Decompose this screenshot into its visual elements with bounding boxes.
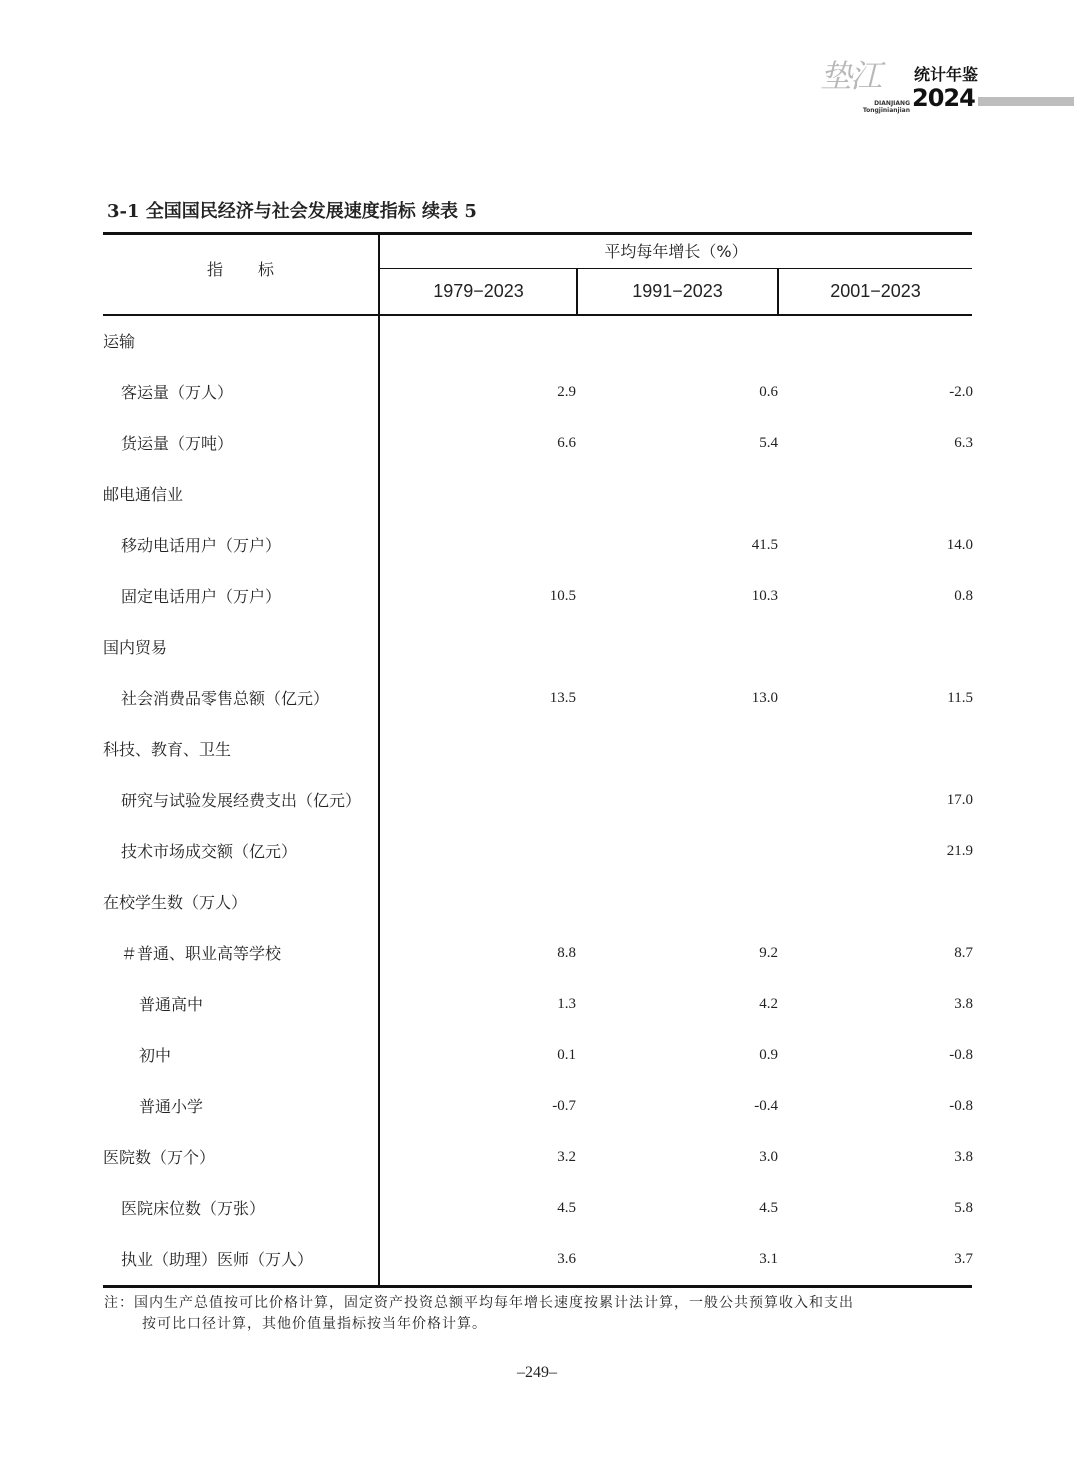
cell-value: 5.8 <box>954 1200 973 1216</box>
logo-pinyin <box>854 100 910 114</box>
table-row <box>103 571 972 622</box>
row-label: ＃普通、职业高等学校 <box>121 944 282 963</box>
table-row <box>103 1234 972 1285</box>
cell-value: 3.0 <box>759 1149 778 1165</box>
table-row <box>103 724 972 775</box>
table-row <box>103 418 972 469</box>
cell-value: 10.5 <box>549 588 576 604</box>
cell-value: 0.9 <box>759 1047 778 1063</box>
cell-value: 17.0 <box>946 792 973 808</box>
cell-value: 21.9 <box>946 843 973 859</box>
table-row <box>103 1183 972 1234</box>
cell-value: 41.5 <box>751 537 778 553</box>
cell-value: 3.8 <box>954 996 973 1012</box>
cell-value: 0.1 <box>557 1047 576 1063</box>
column-header: 1991−2023 <box>632 281 723 301</box>
table-row <box>103 469 972 520</box>
table-row <box>103 877 972 928</box>
cell-value: -2.0 <box>949 384 973 400</box>
row-label: 邮电通信业 <box>103 485 184 504</box>
table-body <box>103 316 972 1288</box>
logo-title: 统计年鉴 <box>914 65 979 84</box>
cell-value: -0.7 <box>552 1098 576 1114</box>
indicator-header: 指 标 <box>206 260 275 279</box>
table-row <box>103 979 972 1030</box>
cell-value: 4.5 <box>557 1200 576 1216</box>
row-label: 移动电话用户（万户） <box>121 536 282 555</box>
logo-calligraphy: 垫江 <box>820 57 881 95</box>
row-label: 运输 <box>103 332 136 351</box>
table-header <box>103 235 972 316</box>
cell-value: 6.3 <box>954 435 973 451</box>
row-label: 客运量（万人） <box>121 383 234 402</box>
cell-value: 4.5 <box>759 1200 778 1216</box>
table-row <box>103 1081 972 1132</box>
table-row <box>103 673 972 724</box>
cell-value: 9.2 <box>759 945 778 961</box>
cell-value: 0.6 <box>759 384 778 400</box>
cell-value: 3.2 <box>557 1149 576 1165</box>
cell-value: 6.6 <box>557 435 576 451</box>
column-header: 1979−2023 <box>433 281 524 301</box>
row-label: 执业（助理）医师（万人） <box>121 1250 314 1269</box>
row-label: 在校学生数（万人） <box>103 893 248 912</box>
table-row <box>103 367 972 418</box>
logo-pinyin-2: Tongjinianjian <box>862 107 910 114</box>
cell-value: -0.8 <box>949 1047 973 1063</box>
table-row <box>103 316 972 367</box>
row-label: 研究与试验发展经费支出（亿元） <box>121 791 362 810</box>
logo-pinyin-1: DIANJIANG <box>874 100 910 107</box>
row-label: 科技、教育、卫生 <box>103 740 232 759</box>
row-label: 社会消费品零售总额（亿元） <box>121 689 330 708</box>
table-row <box>103 826 972 877</box>
row-label: 医院数（万个） <box>103 1148 216 1167</box>
cell-value: 8.7 <box>954 945 973 961</box>
cell-value: 13.5 <box>549 690 576 706</box>
cell-value: 14.0 <box>946 537 973 553</box>
footnote-line: 注：国内生产总值按可比价格计算，固定资产投资总额平均每年增长速度按累计法计算，一般公共预算收入和支出 <box>104 1295 854 1311</box>
cell-value: 10.3 <box>751 588 778 604</box>
page-number: –249– <box>517 1364 557 1381</box>
cell-value: 11.5 <box>947 690 973 706</box>
cell-value: 8.8 <box>557 945 576 961</box>
column-header: 2001−2023 <box>830 281 921 301</box>
cell-value: 3.8 <box>954 1149 973 1165</box>
cell-value: 1.3 <box>557 996 576 1012</box>
header-bar <box>978 97 1074 106</box>
group-header: 平均每年增长（%） <box>380 235 972 269</box>
logo-year: 2024 <box>912 84 975 112</box>
yearbook-logo <box>820 57 979 114</box>
row-label: 技术市场成交额（亿元） <box>121 842 298 861</box>
table-row <box>103 520 972 571</box>
row-label: 普通小学 <box>139 1097 204 1116</box>
cell-value: 5.4 <box>759 435 778 451</box>
cell-value: 3.6 <box>557 1251 576 1267</box>
cell-value: -0.8 <box>949 1098 973 1114</box>
row-label: 固定电话用户（万户） <box>121 587 282 606</box>
row-label: 国内贸易 <box>103 638 168 657</box>
table-row <box>103 775 972 826</box>
row-label: 普通高中 <box>139 995 204 1014</box>
data-table <box>103 232 972 1288</box>
row-label: 医院床位数（万张） <box>121 1199 266 1218</box>
row-label: 货运量（万吨） <box>121 434 234 453</box>
cell-value: 3.7 <box>954 1251 973 1267</box>
cell-value: -0.4 <box>754 1098 778 1114</box>
footnote-line: 按可比口径计算，其他价值量指标按当年价格计算。 <box>142 1316 487 1332</box>
cell-value: 13.0 <box>751 690 778 706</box>
table-row <box>103 1030 972 1081</box>
table-row <box>103 622 972 673</box>
cell-value: 2.9 <box>557 384 576 400</box>
table-title: 3-1 全国国民经济与社会发展速度指标 续表 5 <box>107 201 477 222</box>
cell-value: 3.1 <box>759 1251 778 1267</box>
footnote <box>104 1293 974 1335</box>
cell-value: 4.2 <box>759 996 778 1012</box>
table-row <box>103 1132 972 1183</box>
row-label: 初中 <box>139 1046 172 1065</box>
table-row <box>103 928 972 979</box>
cell-value: 0.8 <box>954 588 973 604</box>
